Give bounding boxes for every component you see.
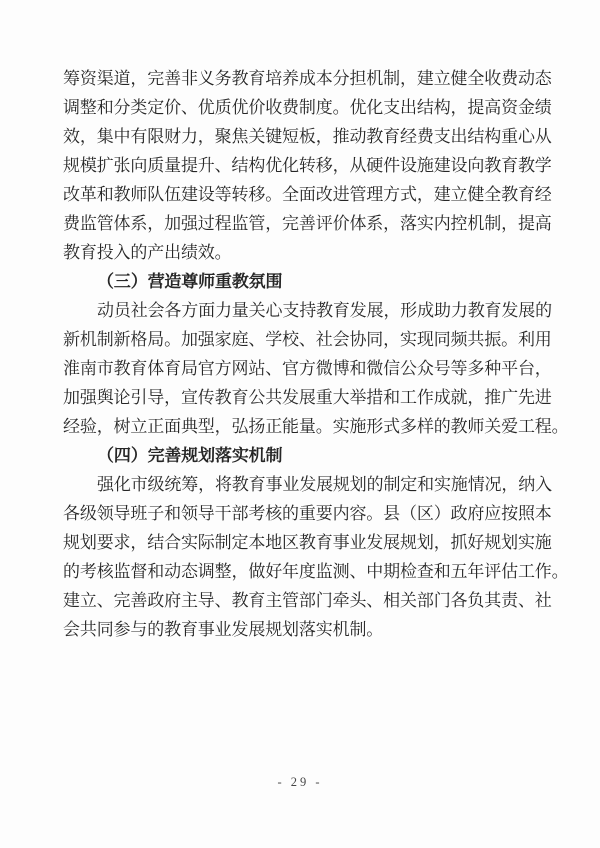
text-line: 规划要求，结合实际制定本地区教育事业发展规划，抓好规划实施 xyxy=(63,533,552,552)
section-heading: （四）完善规划落实机制 xyxy=(96,446,283,465)
text-line: 淮南市教育体育局官方网站、官方微博和微信公众号等多种平台， xyxy=(63,359,552,378)
text-line: 费监管体系，加强过程监管，完善评价体系，落实内控机制，提高 xyxy=(63,214,552,233)
page-number: - 29 - xyxy=(277,775,323,789)
text-line: 教育投入的产出绩效。 xyxy=(63,243,232,262)
text-line: 规模扩张向质量提升、结构优化转移，从硬件设施建设向教育教学 xyxy=(63,156,552,175)
text-line: 加强舆论引导，宣传教育公共发展重大举措和工作成就，推广先进 xyxy=(63,388,552,407)
text-line: 调整和分类定价、优质优价收费制度。优化支出结构，提高资金绩 xyxy=(63,98,552,117)
text-line: 改革和教师队伍建设等转移。全面改进管理方式，建立健全教育经 xyxy=(63,185,552,204)
text-line: 会共同参与的教育事业发展规划落实机制。 xyxy=(63,620,384,639)
text-line: 强化市级统筹，将教育事业发展规划的制定和实施情况，纳入 xyxy=(97,475,552,494)
text-line: 的考核监督和动态调整，做好年度监测、中期检查和五年评估工作。 xyxy=(63,562,569,581)
document-content xyxy=(63,64,569,644)
text-line: 各级领导班子和领导干部考核的重要内容。县（区）政府应按照本 xyxy=(63,504,552,523)
text-line: 筹资渠道，完善非义务教育培养成本分担机制，建立健全收费动态 xyxy=(63,69,552,88)
text-line: 经验，树立正面典型，弘扬正能量。实施形式多样的教师关爱工程。 xyxy=(63,417,569,436)
section-heading: （三）营造尊师重教氛围 xyxy=(96,272,283,291)
text-line: 建立、完善政府主导、教育主管部门牵头、相关部门各负其责、社 xyxy=(63,591,552,610)
text-line: 动员社会各方面力量关心支持教育发展，形成助力教育发展的 xyxy=(97,301,552,320)
text-line: 新机制新格局。加强家庭、学校、社会协同，实现同频共振。利用 xyxy=(63,330,552,349)
text-line: 效，集中有限财力，聚焦关键短板，推动教育经费支出结构重心从 xyxy=(63,127,552,146)
